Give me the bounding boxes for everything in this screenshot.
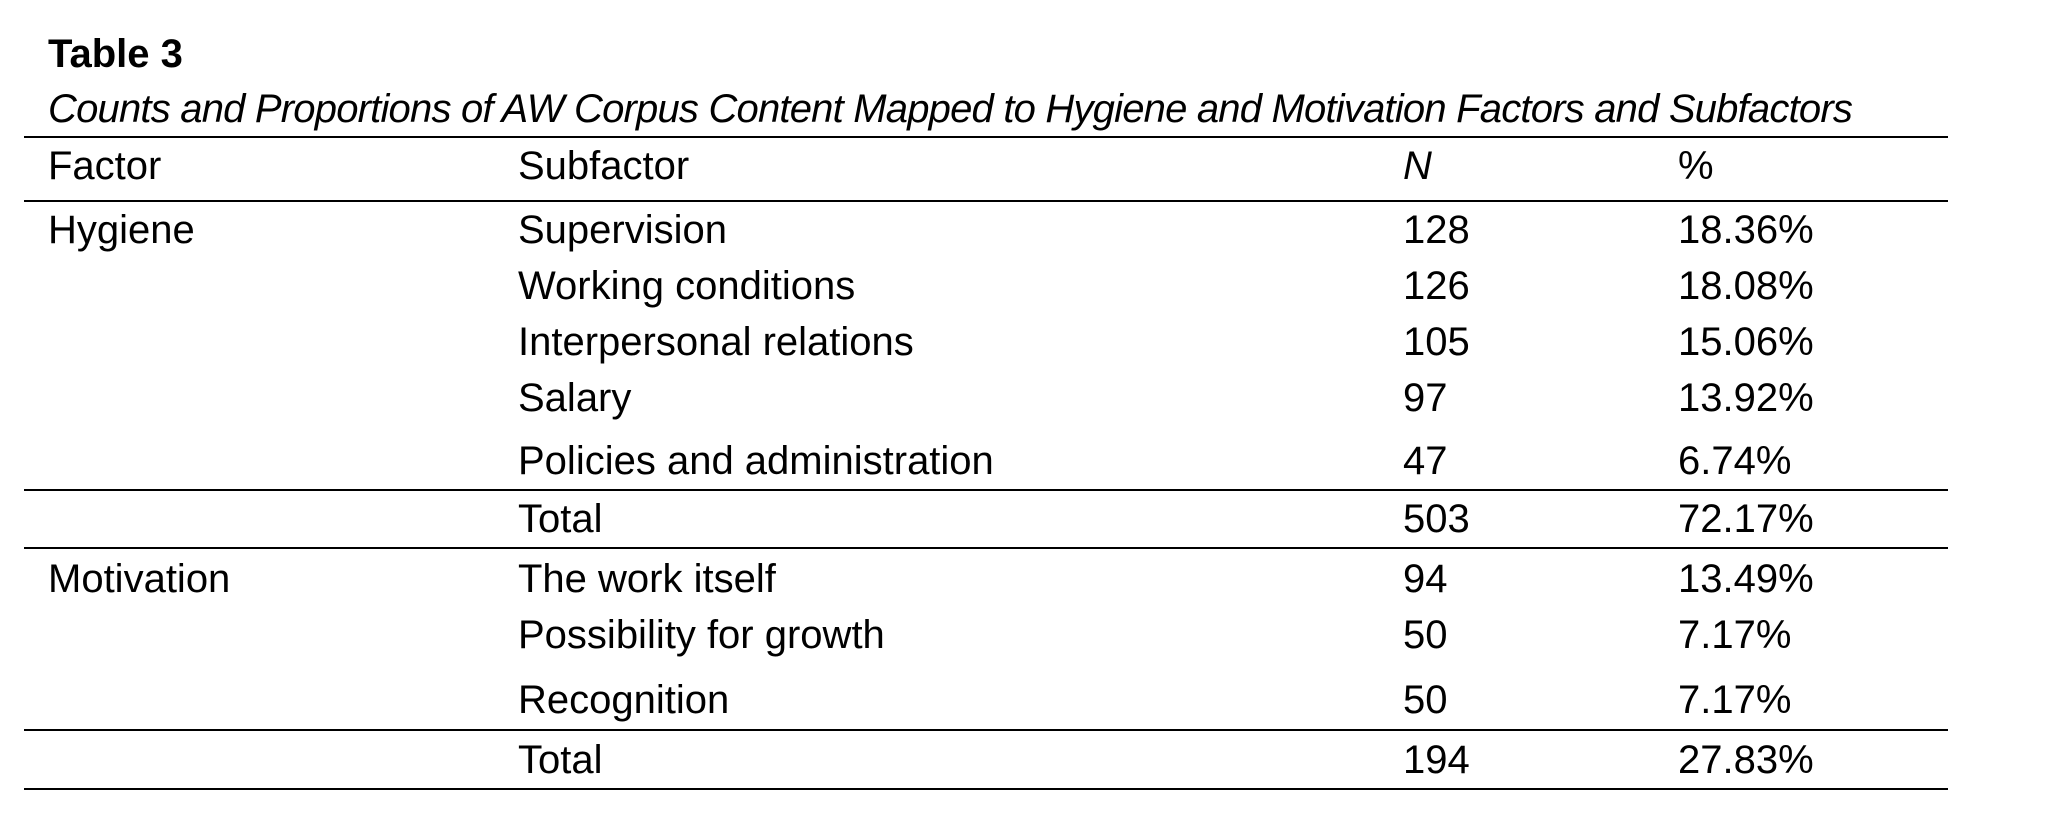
n-cell: 50 xyxy=(1403,678,1448,722)
header-percent: % xyxy=(1678,144,1714,188)
header-n: N xyxy=(1403,144,1432,188)
header-subfactor: Subfactor xyxy=(518,144,690,188)
n-cell: 105 xyxy=(1403,320,1470,364)
percent-cell: 13.49% xyxy=(1678,557,1814,601)
n-cell: 47 xyxy=(1403,439,1448,483)
percent-cell: 7.17% xyxy=(1678,678,1792,722)
table-caption: Counts and Proportions of AW Corpus Content Mapped to Hygiene and Motivation Factors and Subfactors xyxy=(48,87,1853,131)
percent-cell: 13.92% xyxy=(1678,376,1814,420)
rule-top xyxy=(24,136,1948,138)
factor-cell: Hygiene xyxy=(48,208,195,252)
rule-header xyxy=(24,200,1948,202)
subfactor-cell: Policies and administration xyxy=(518,439,994,483)
percent-cell: 7.17% xyxy=(1678,613,1792,657)
rule-bottom xyxy=(24,788,1948,790)
subfactor-cell: Interpersonal relations xyxy=(518,320,914,364)
subfactor-cell: Working conditions xyxy=(518,264,856,308)
percent-cell: 15.06% xyxy=(1678,320,1814,364)
header-factor: Factor xyxy=(48,144,162,188)
subfactor-cell: Possibility for growth xyxy=(518,613,885,657)
subfactor-cell: Salary xyxy=(518,376,632,420)
table-number: Table 3 xyxy=(48,32,183,76)
rule-hygiene-subtotal xyxy=(24,489,1948,491)
subfactor-cell: Total xyxy=(518,738,603,782)
rule-motivation-subtotal xyxy=(24,729,1948,731)
subfactor-cell: Total xyxy=(518,497,603,541)
n-cell: 128 xyxy=(1403,208,1470,252)
percent-cell: 72.17% xyxy=(1678,497,1814,541)
percent-cell: 18.08% xyxy=(1678,264,1814,308)
n-cell: 50 xyxy=(1403,613,1448,657)
n-cell: 94 xyxy=(1403,557,1448,601)
subfactor-cell: Recognition xyxy=(518,678,730,722)
subfactor-cell: Supervision xyxy=(518,208,728,252)
n-cell: 503 xyxy=(1403,497,1470,541)
rule-section xyxy=(24,547,1948,549)
n-cell: 194 xyxy=(1403,738,1470,782)
factor-cell: Motivation xyxy=(48,557,231,601)
percent-cell: 6.74% xyxy=(1678,439,1792,483)
subfactor-cell: The work itself xyxy=(518,557,776,601)
percent-cell: 27.83% xyxy=(1678,738,1814,782)
n-cell: 97 xyxy=(1403,376,1448,420)
n-cell: 126 xyxy=(1403,264,1470,308)
percent-cell: 18.36% xyxy=(1678,208,1814,252)
